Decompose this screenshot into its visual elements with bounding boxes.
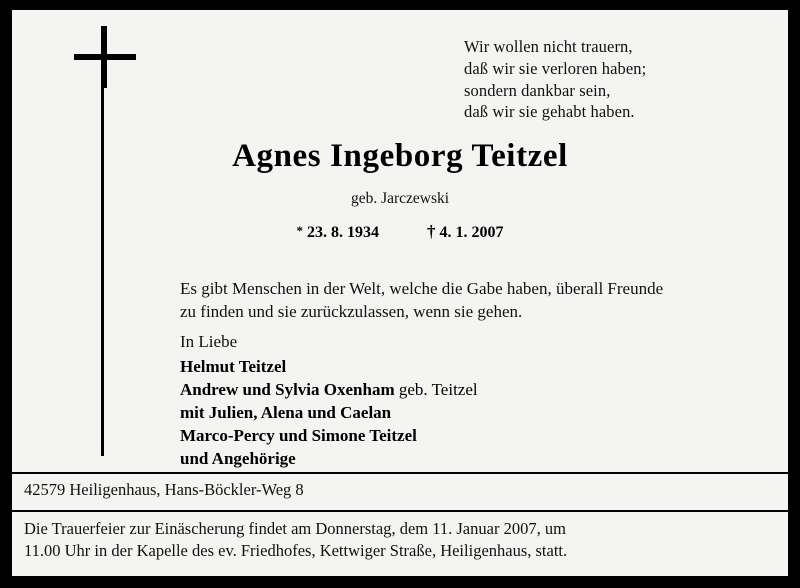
address-line: 42579 Heiligenhaus, Hans-Böckler-Weg 8 bbox=[24, 480, 304, 499]
family-list bbox=[180, 355, 478, 471]
cross-icon bbox=[74, 26, 136, 88]
verse-line-1: Wir wollen nicht trauern, bbox=[464, 37, 633, 56]
divider-bottom bbox=[12, 510, 788, 512]
family-member-4-name: Marco-Percy und Simone Teitzel bbox=[180, 426, 417, 446]
family-member-4 bbox=[180, 424, 478, 447]
divider-top bbox=[12, 472, 788, 474]
verse-line-4: daß wir sie gehabt haben. bbox=[464, 102, 635, 122]
maiden-name: geb. Jarczewski bbox=[350, 190, 450, 207]
verse-line-3: sondern dankbar sein, bbox=[464, 80, 611, 100]
birth-symbol: * bbox=[296, 223, 303, 238]
family-member-1 bbox=[180, 355, 478, 378]
service-details bbox=[24, 518, 567, 563]
verse-line-2: daß wir sie verloren haben; bbox=[464, 58, 647, 78]
death-date: 4. 1. 2007 bbox=[439, 224, 504, 241]
quote-line-1: Es gibt Menschen in der Welt, welche die Gabe haben, überall Freunde bbox=[180, 279, 664, 298]
family-member-2-note: geb. Teitzel bbox=[394, 380, 478, 400]
in-love-label: In Liebe bbox=[180, 332, 238, 351]
birth-date: 23. 8. 1934 bbox=[307, 224, 379, 241]
family-member-3-name: mit Julien, Alena und Caelan bbox=[180, 403, 392, 423]
family-member-1-name: Helmut Teitzel bbox=[180, 357, 287, 376]
verse-block bbox=[464, 36, 646, 123]
service-line-1: Die Trauerfeier zur Einäscherung findet am Donnerstag, dem 11. Januar 2007, um bbox=[24, 519, 566, 538]
service-line-2: 11.00 Uhr in der Kapelle des ev. Friedhofes, Kettwiger Straße, Heiligenhaus, statt. bbox=[24, 541, 568, 561]
obituary-card bbox=[12, 10, 788, 576]
family-member-5-name: und Angehörige bbox=[180, 449, 296, 469]
death-symbol: † bbox=[427, 222, 436, 241]
life-dates bbox=[12, 222, 788, 242]
cross-horizontal-bar bbox=[74, 54, 136, 60]
family-member-2 bbox=[180, 378, 478, 401]
memorial-quote bbox=[180, 278, 750, 324]
family-member-3 bbox=[180, 401, 478, 424]
deceased-name: Agnes Ingeborg Teitzel bbox=[232, 138, 568, 174]
family-member-2-name: Andrew und Sylvia Oxenham bbox=[180, 380, 395, 400]
family-member-5 bbox=[180, 447, 478, 470]
quote-line-2: zu finden und sie zurückzulassen, wenn sie gehen. bbox=[180, 301, 523, 321]
